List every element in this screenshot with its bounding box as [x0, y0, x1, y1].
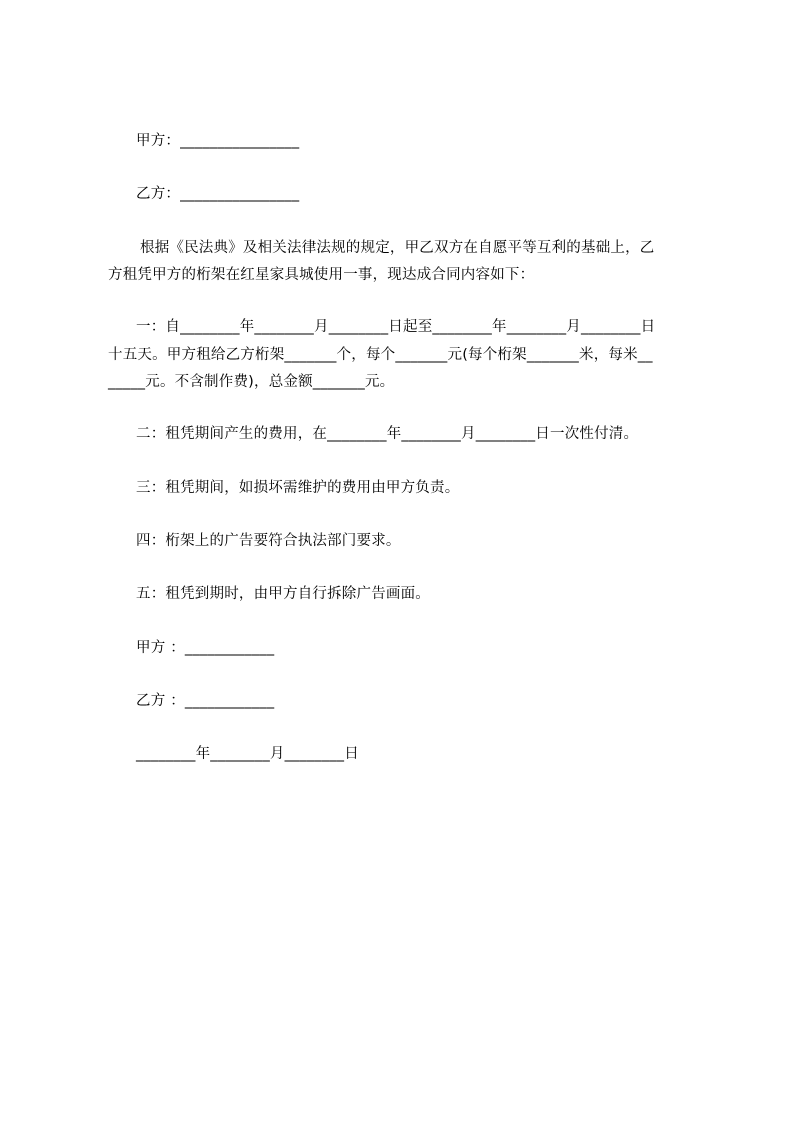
clause-1-line-2: 十五天。甲方租给乙方桁架_______个，每个_______元(每个桁架_______米，每米__ — [108, 347, 653, 363]
preamble-line-1: 根据《民法典》及相关法律法规的规定，甲乙双方在自愿平等互利的基础上，乙 — [140, 240, 655, 256]
signature-party-a: 甲方 ：____________ — [136, 640, 275, 656]
clause-4: 四：桁架上的广告要符合执法部门要求。 — [136, 533, 401, 549]
clause-1-line-1: 一：自________年________月________日起至________年________月________日 — [136, 319, 656, 335]
clause-5: 五：租凭到期时，由甲方自行拆除广告画面。 — [136, 586, 430, 602]
signature-date: ________年________月________日 — [136, 746, 359, 762]
party-a-line: 甲方：________________ — [136, 133, 300, 149]
party-b-line: 乙方：________________ — [136, 186, 300, 202]
signature-party-b: 乙方 ：____________ — [136, 693, 275, 709]
clause-3: 三：租凭期间，如损坏需维护的费用由甲方负责。 — [136, 480, 460, 496]
clause-1-line-3: _____元。不含制作费)，总金额_______元。 — [108, 374, 395, 390]
preamble-line-2: 方租凭甲方的桁架在红星家具城使用一事，现达成合同内容如下： — [108, 267, 535, 283]
clause-2: 二：租凭期间产生的费用，在________年________月________日一次性付清。 — [136, 426, 639, 442]
